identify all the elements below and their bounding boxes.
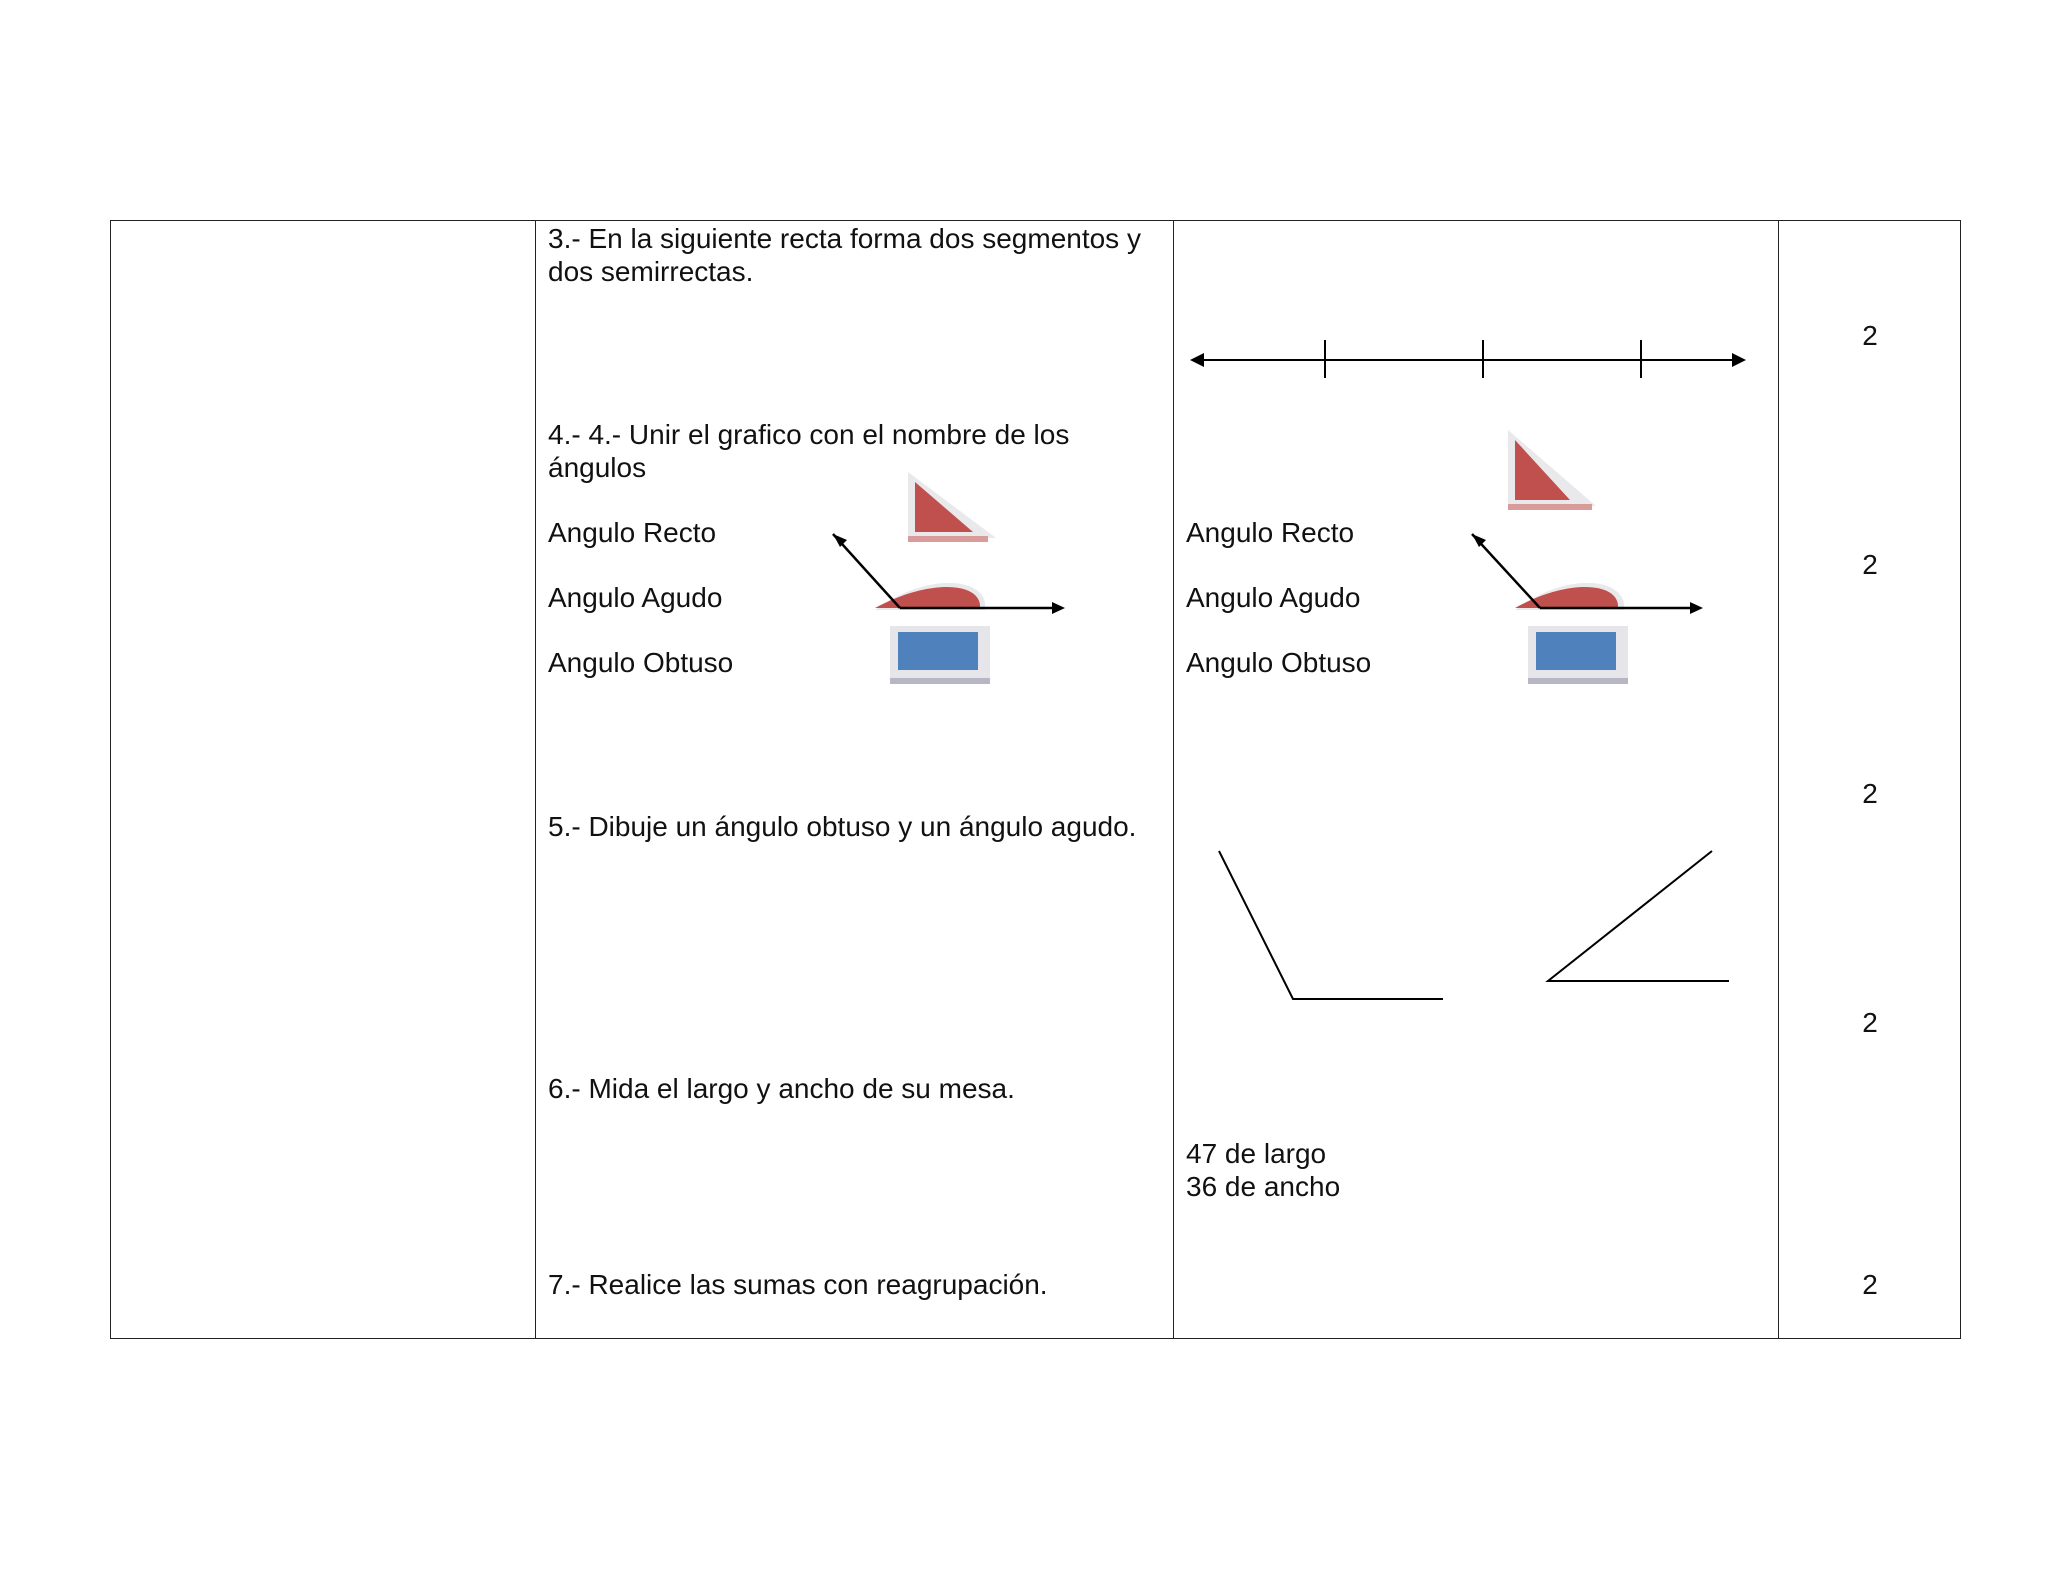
points-q6: 2: [1862, 1007, 1878, 1038]
rectangle-icon: [890, 626, 990, 684]
angles-drawing: [1210, 845, 1750, 1005]
points-q7: 2: [1862, 1269, 1878, 1300]
question-7: 7.- Realice las sumas con reagrupación.: [548, 1269, 1048, 1300]
angle-shapes-answer: [1458, 430, 1718, 690]
right-triangle-icon: [1508, 430, 1596, 510]
points-q3: 2: [1862, 320, 1878, 351]
rectangle-icon: [1528, 626, 1628, 684]
angle-shapes-question: [820, 470, 1080, 690]
question-4: 4.- 4.- Unir el grafico con el nombre de los ángulos: [548, 419, 1070, 483]
answer-6-ancho: 36 de ancho: [1186, 1171, 1341, 1202]
question-4-label-agudo: Angulo Agudo: [548, 582, 723, 613]
right-triangle-icon: [908, 472, 996, 542]
acute-angle-icon: [1515, 583, 1624, 610]
acute-angle-drawing: [1548, 851, 1729, 981]
answer-4-label-agudo: Angulo Agudo: [1186, 582, 1361, 613]
question-5: 5.- Dibuje un ángulo obtuso y un ángulo agudo.: [548, 811, 1137, 842]
points-q4: 2: [1862, 549, 1878, 580]
column-divider-3: [1778, 221, 1779, 1338]
question-3: 3.- En la siguiente recta forma dos segmentos y dos semirrectas.: [548, 223, 1141, 287]
answer-4-label-recto: Angulo Recto: [1186, 517, 1355, 548]
question-4-label-obtuso: Angulo Obtuso: [548, 647, 734, 678]
obtuse-angle-drawing: [1219, 851, 1443, 999]
answer-6-largo: 47 de largo: [1186, 1138, 1327, 1169]
number-line-diagram: [1190, 330, 1750, 380]
answer-4-label-obtuso: Angulo Obtuso: [1186, 647, 1372, 678]
question-6: 6.- Mida el largo y ancho de su mesa.: [548, 1073, 1015, 1104]
points-q5: 2: [1862, 778, 1878, 809]
evaluation-table: [110, 220, 1961, 1339]
column-divider-1: [535, 221, 536, 1338]
column-divider-2: [1173, 221, 1174, 1338]
question-4-label-recto: Angulo Recto: [548, 517, 717, 548]
